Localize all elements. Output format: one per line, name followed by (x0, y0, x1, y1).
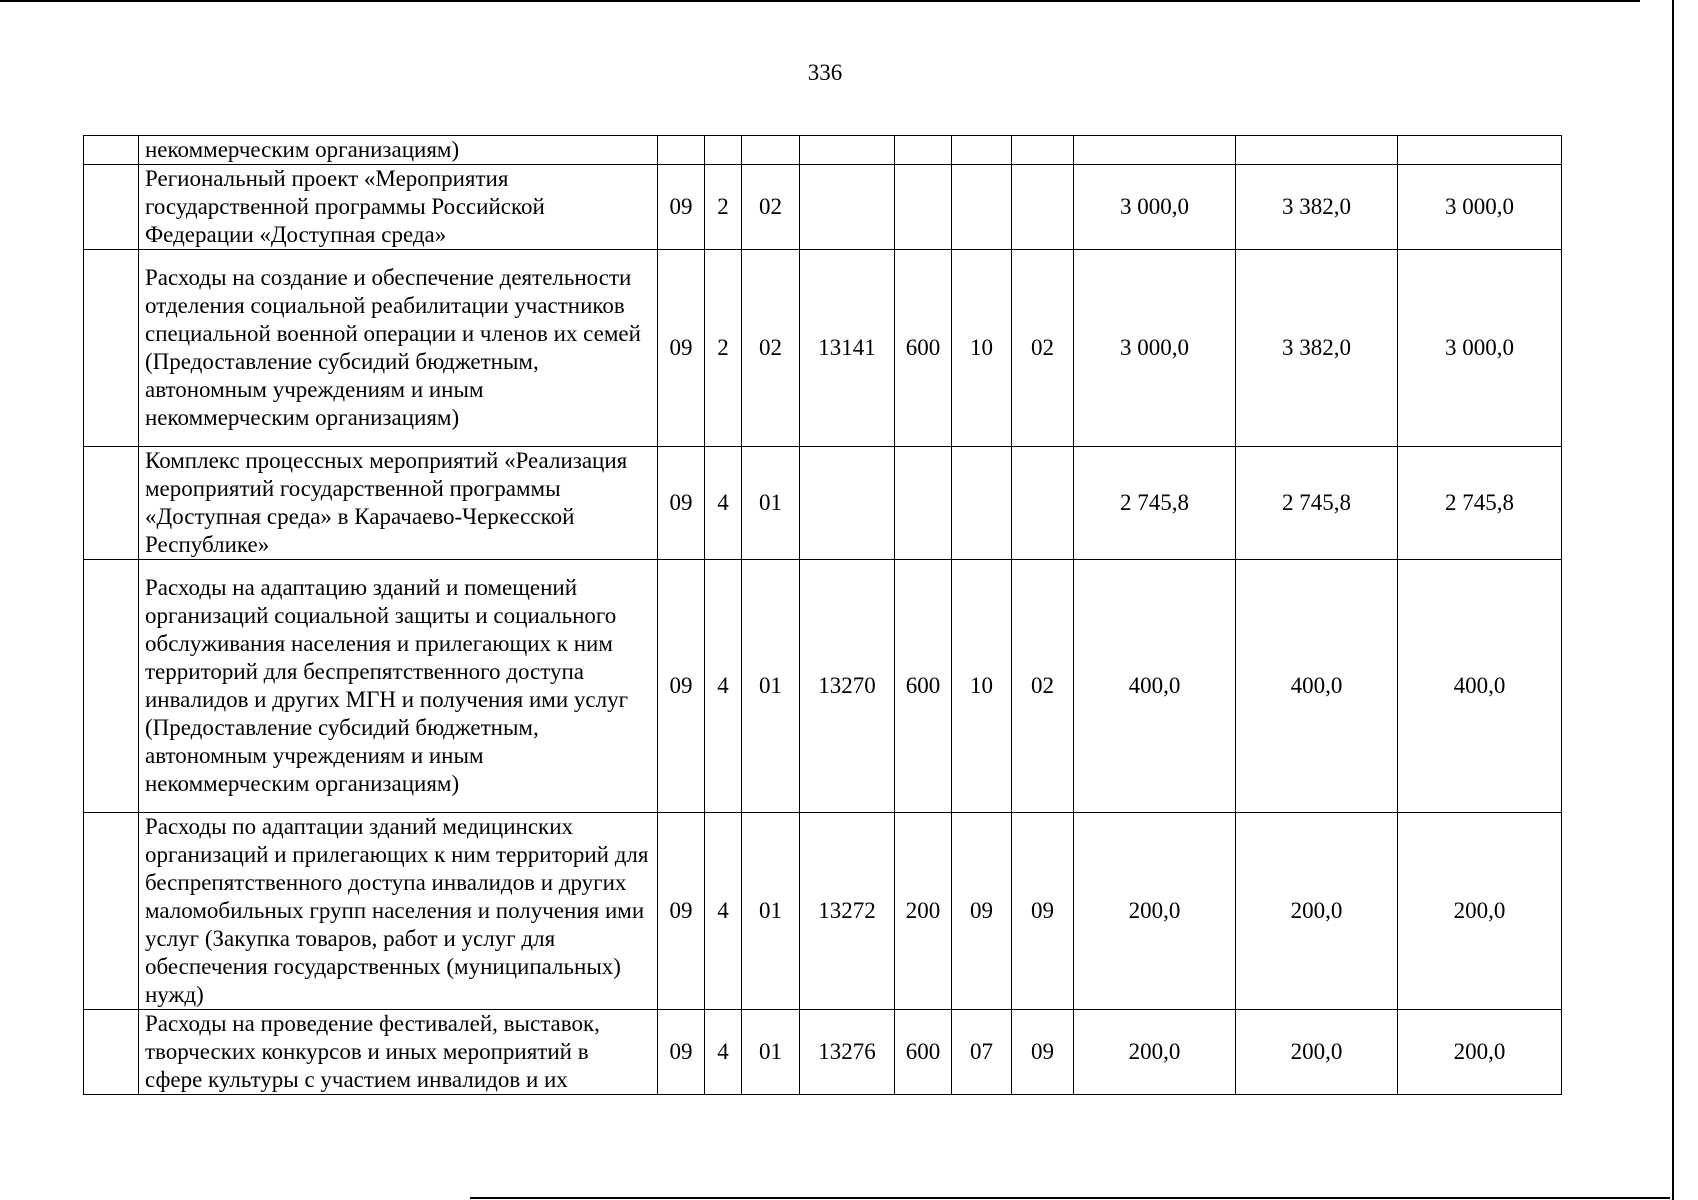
code-cell: 02 (1012, 250, 1074, 447)
code-cell: 02 (742, 165, 800, 250)
description-cell: Расходы на создание и обеспечение деятельности отделения социальной реабилитации участников специальной военной операции и членов их семей (Предоставление субсидий бюджетным, автономным учреждениям и иным некоммерческим организациям) (139, 250, 658, 447)
amount-cell: 200,0 (1074, 1010, 1236, 1095)
code-cell: 09 (658, 560, 705, 813)
description-cell: Расходы на проведение фестивалей, выставок, творческих конкурсов и иных мероприятий в сфере культуры с участием инвалидов и их (139, 1010, 658, 1095)
amount-cell: 200,0 (1236, 1010, 1398, 1095)
code-cell (895, 447, 952, 560)
code-cell: 13276 (800, 1010, 895, 1095)
page-number: 336 (807, 60, 843, 85)
code-cell (742, 136, 800, 165)
code-cell: 09 (658, 250, 705, 447)
code-cell: 09 (658, 165, 705, 250)
amount-cell: 400,0 (1398, 560, 1562, 813)
code-cell: 01 (742, 447, 800, 560)
table-row (84, 250, 1562, 447)
budget-table (83, 135, 1562, 1095)
code-cell (1012, 165, 1074, 250)
code-cell: 10 (952, 250, 1012, 447)
code-cell: 09 (952, 813, 1012, 1010)
scan-bottom-edge (470, 1197, 1670, 1199)
amount-cell: 200,0 (1398, 1010, 1562, 1095)
amount-cell: 3 000,0 (1074, 165, 1236, 250)
code-cell (952, 136, 1012, 165)
code-cell (800, 136, 895, 165)
code-cell: 4 (705, 813, 742, 1010)
description-cell: Комплекс процессных мероприятий «Реализация мероприятий государственной программы «Доступная среда» в Карачаево-Черкесской Республике» (139, 447, 658, 560)
code-cell: 01 (742, 813, 800, 1010)
table-row (84, 165, 1562, 250)
code-cell: 600 (895, 1010, 952, 1095)
amount-cell: 200,0 (1236, 813, 1398, 1010)
code-cell: 13270 (800, 560, 895, 813)
amount-cell (1398, 136, 1562, 165)
code-cell (705, 136, 742, 165)
code-cell: 4 (705, 560, 742, 813)
table-row (84, 447, 1562, 560)
scan-top-edge (0, 0, 1640, 2)
code-cell: 4 (705, 1010, 742, 1095)
code-cell (658, 136, 705, 165)
code-cell: 09 (658, 447, 705, 560)
code-cell (952, 165, 1012, 250)
description-cell: некоммерческим организациям) (139, 136, 658, 165)
amount-cell: 3 000,0 (1398, 165, 1562, 250)
code-cell: 4 (705, 447, 742, 560)
amount-cell (1236, 136, 1398, 165)
amount-cell: 3 000,0 (1398, 250, 1562, 447)
table-row (84, 1010, 1562, 1095)
amount-cell: 400,0 (1074, 560, 1236, 813)
code-cell: 09 (1012, 813, 1074, 1010)
code-cell (800, 447, 895, 560)
code-cell: 10 (952, 560, 1012, 813)
code-cell: 600 (895, 560, 952, 813)
amount-cell: 400,0 (1236, 560, 1398, 813)
amount-cell (1074, 136, 1236, 165)
code-cell: 02 (742, 250, 800, 447)
row-number-cell (84, 1010, 139, 1095)
amount-cell: 200,0 (1398, 813, 1562, 1010)
code-cell: 09 (658, 813, 705, 1010)
code-cell (895, 136, 952, 165)
description-cell: Расходы по адаптации зданий медицинских организаций и прилегающих к ним территорий для беспрепятственного доступа инвалидов и других маломобильных групп населения и получения ими услуг (Закупка товаров, работ и услуг для обеспечения государственных (муниципальных) нужд) (139, 813, 658, 1010)
code-cell: 13272 (800, 813, 895, 1010)
code-cell: 2 (705, 250, 742, 447)
code-cell: 200 (895, 813, 952, 1010)
table-row (84, 560, 1562, 813)
amount-cell: 2 745,8 (1074, 447, 1236, 560)
amount-cell: 2 745,8 (1398, 447, 1562, 560)
amount-cell: 3 000,0 (1074, 250, 1236, 447)
code-cell: 600 (895, 250, 952, 447)
scan-right-edge (1672, 0, 1674, 1200)
amount-cell: 200,0 (1074, 813, 1236, 1010)
code-cell: 02 (1012, 560, 1074, 813)
row-number-cell (84, 250, 139, 447)
row-number-cell (84, 136, 139, 165)
table-row (84, 136, 1562, 165)
amount-cell: 2 745,8 (1236, 447, 1398, 560)
code-cell: 01 (742, 1010, 800, 1095)
code-cell: 09 (1012, 1010, 1074, 1095)
description-cell: Региональный проект «Мероприятия государственной программы Российской Федерации «Доступная среда» (139, 165, 658, 250)
code-cell (895, 165, 952, 250)
code-cell: 2 (705, 165, 742, 250)
code-cell (1012, 136, 1074, 165)
code-cell (1012, 447, 1074, 560)
row-number-cell (84, 165, 139, 250)
row-number-cell (84, 560, 139, 813)
code-cell (952, 447, 1012, 560)
code-cell (800, 165, 895, 250)
row-number-cell (84, 447, 139, 560)
amount-cell: 3 382,0 (1236, 165, 1398, 250)
amount-cell: 3 382,0 (1236, 250, 1398, 447)
code-cell: 13141 (800, 250, 895, 447)
code-cell: 07 (952, 1010, 1012, 1095)
code-cell: 01 (742, 560, 800, 813)
code-cell: 09 (658, 1010, 705, 1095)
table-row (84, 813, 1562, 1010)
description-cell: Расходы на адаптацию зданий и помещений организаций социальной защиты и социального обслуживания населения и прилегающих к ним территорий для беспрепятственного доступа инвалидов и других МГН и получения ими услуг (Предоставление субсидий бюджетным, автономным учреждениям и иным некоммерческим организациям) (139, 560, 658, 813)
row-number-cell (84, 813, 139, 1010)
